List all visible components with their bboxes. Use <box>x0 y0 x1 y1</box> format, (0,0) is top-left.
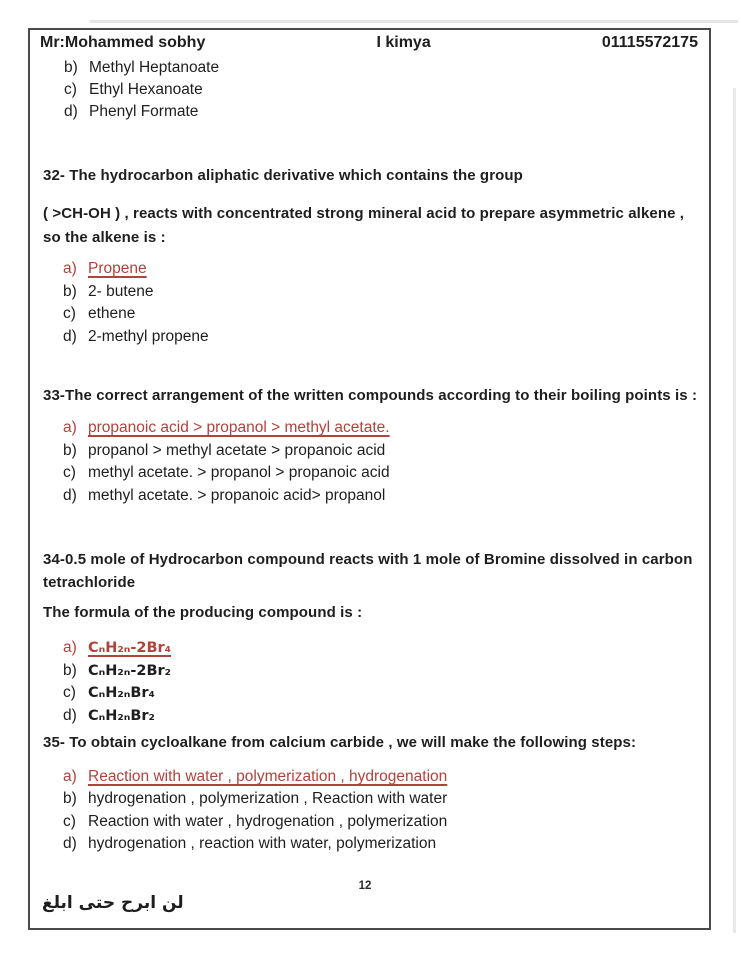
scan-artifact-top <box>90 20 738 23</box>
option-row <box>64 79 219 101</box>
question-33 <box>43 386 703 507</box>
option-row <box>63 682 703 705</box>
option-row <box>64 101 219 123</box>
question-stem-line: 35- To obtain cycloalkane from calcium carbide , we will make the following steps: <box>43 734 637 751</box>
question-stem-line: The formula of the producing compound is : <box>43 604 363 621</box>
scan-artifact-right <box>733 88 736 933</box>
option-row <box>63 485 703 508</box>
option-row <box>63 326 703 349</box>
question-35 <box>43 733 703 856</box>
option-text: Propene <box>88 260 147 277</box>
option-letter: c) <box>63 464 76 481</box>
option-text: 2- butene <box>88 282 154 300</box>
option-row <box>63 281 703 304</box>
option-text: Ethyl Hexanoate <box>89 80 203 98</box>
option-letter: b) <box>64 59 78 76</box>
options-list <box>43 766 703 856</box>
option-letter: d) <box>64 102 78 120</box>
arabic-motto-note: لن ابرح حتى ابلغ <box>42 893 184 913</box>
option-text: Phenyl Formate <box>89 102 199 120</box>
option-letter: d) <box>63 835 77 853</box>
question-stem-line: ( >CH-OH ) , reacts with concentrated strong mineral acid to prepare asymmetric alkene , <box>43 205 685 222</box>
phone-number: 01115572175 <box>601 34 698 51</box>
option-chemical-formula: CₙH₂ₙBr₂ <box>88 707 155 724</box>
option-letter: c) <box>63 305 76 322</box>
option-text: methyl acetate. > propanoic acid> propanol <box>88 486 386 504</box>
option-row <box>63 440 703 463</box>
option-text: Reaction with water , hydrogenation , polymerization <box>88 812 448 830</box>
option-row <box>63 811 703 833</box>
question-stem-line: 34-0.5 mole of Hydrocarbon compound reacts with 1 mole of Bromine dissolved in carbon <box>43 551 693 568</box>
page-number: 12 <box>358 880 372 892</box>
option-row-correct-answer <box>63 637 703 660</box>
option-letter: d) <box>63 706 77 724</box>
question-stem-line: 32- The hydrocarbon aliphatic derivative which contains the group <box>43 167 523 184</box>
option-text: methyl acetate. > propanol > propanoic acid <box>88 464 390 481</box>
option-text: hydrogenation , polymerization , Reaction with water <box>88 790 448 808</box>
option-row <box>63 660 703 683</box>
option-text: Methyl Heptanoate <box>89 59 220 76</box>
option-row <box>63 833 703 855</box>
option-row <box>63 303 703 326</box>
option-text: 2-methyl propene <box>88 327 209 345</box>
question-stem-line: 33-The correct arrangement of the written compounds according to their boiling points is : <box>43 387 698 404</box>
option-text: propanoic acid > propanol > methyl acetate. <box>88 419 390 436</box>
option-row <box>64 57 219 79</box>
option-text: Reaction with water , polymerization , hydrogenation <box>88 768 448 785</box>
question-stem-line: so the alkene is : <box>43 229 166 246</box>
option-letter: a) <box>63 419 77 436</box>
option-letter: c) <box>63 684 76 702</box>
option-letter: b) <box>63 282 77 300</box>
option-letter: c) <box>63 812 76 830</box>
option-row <box>63 462 703 485</box>
option-letter: b) <box>63 661 77 679</box>
option-chemical-formula: CₙH₂ₙ-2Br₂ <box>88 662 171 679</box>
question-34 <box>43 548 703 727</box>
option-letter: d) <box>63 327 77 345</box>
options-list <box>43 258 703 348</box>
options-list <box>43 417 703 507</box>
option-text: propanol > methyl acetate > propanoic acid <box>88 441 386 459</box>
option-letter: a) <box>63 639 77 656</box>
option-text: ethene <box>88 305 136 322</box>
option-row <box>63 788 703 810</box>
options-list <box>43 637 703 727</box>
option-row-correct-answer <box>63 258 703 281</box>
option-letter: a) <box>63 260 77 277</box>
teacher-name: Mr:Mohammed sobhy <box>40 34 206 51</box>
page-header <box>40 34 698 52</box>
question-32 <box>43 166 703 348</box>
subject-title: I kimya <box>376 34 431 51</box>
option-row-correct-answer <box>63 766 703 788</box>
option-chemical-formula: CₙH₂ₙ-2Br₄ <box>88 640 171 656</box>
option-row-correct-answer <box>63 417 703 440</box>
option-letter: b) <box>63 790 77 808</box>
option-row <box>63 705 703 728</box>
option-letter: c) <box>64 80 77 98</box>
option-chemical-formula: CₙH₂ₙBr₄ <box>88 685 155 702</box>
option-letter: d) <box>63 486 77 504</box>
question-31-remaining-options <box>64 57 219 122</box>
question-stem-line: tetrachloride <box>43 574 136 591</box>
option-letter: a) <box>63 768 77 785</box>
option-letter: b) <box>63 441 77 459</box>
option-text: hydrogenation , reaction with water, polymerization <box>88 835 437 853</box>
